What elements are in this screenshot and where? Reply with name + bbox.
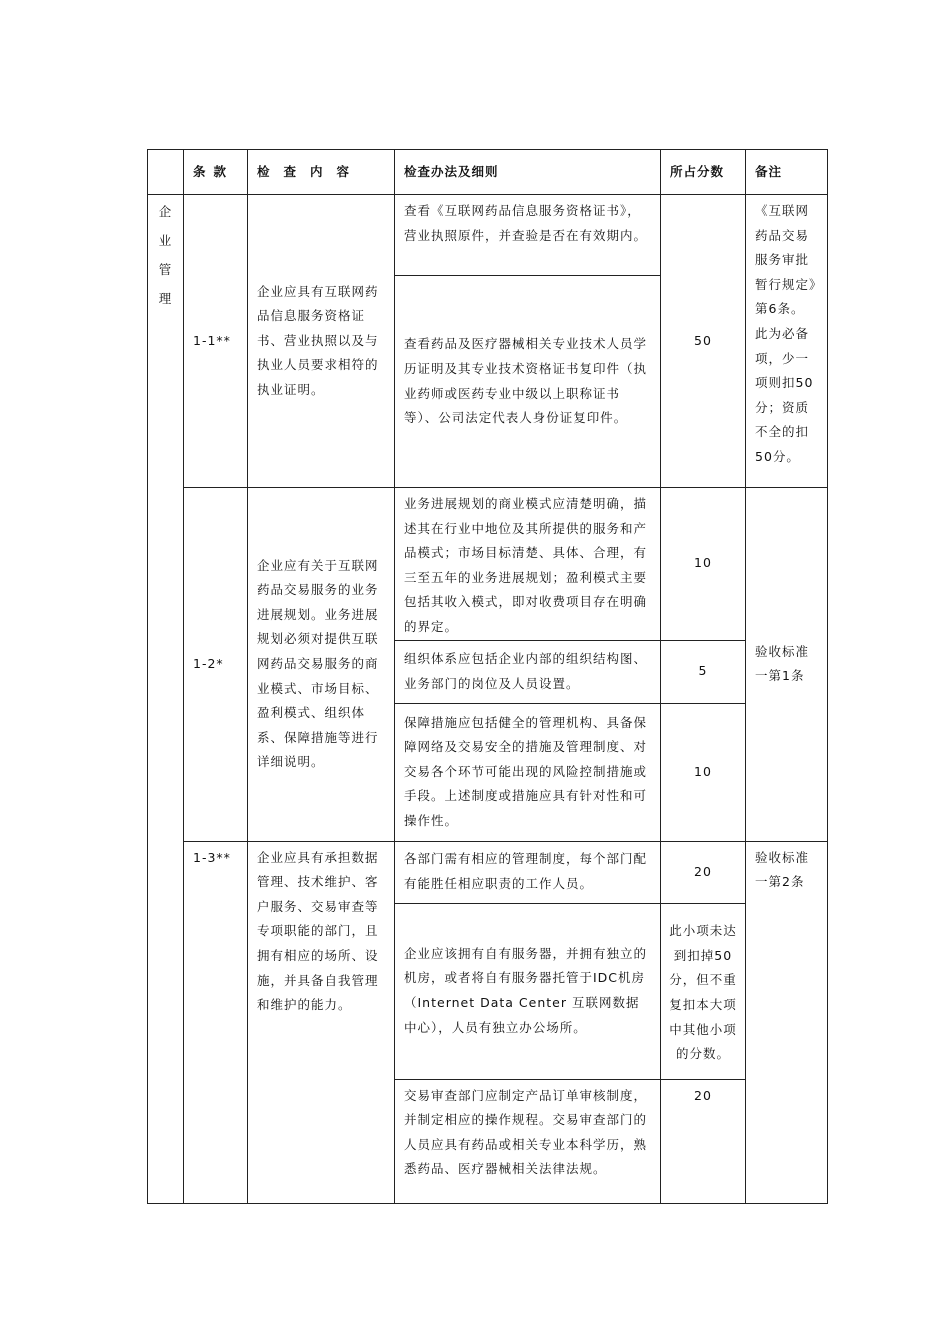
header-row (148, 150, 828, 195)
method-cell: 组织体系应包括企业内部的组织结构图、业务部门的岗位及人员设置。 (395, 640, 661, 703)
method-cell: 查看药品及医疗器械相关专业技术人员学历证明及其专业技术资格证书复印件（执业药师或医药专业中级以上职称证书等）、公司法定代表人身份证复印件。 (395, 276, 661, 488)
table-row (148, 488, 828, 641)
score-cell: 10 (661, 488, 746, 641)
method-cell: 业务进展规划的商业模式应清楚明确，描述其在行业中地位及其所提供的服务和产品模式；市场目标清楚、具体、合理，有三至五年的业务进展规划；盈利模式主要包括其收入模式，即对收费项目存在明确的界定。 (395, 488, 661, 641)
score-cell: 50 (661, 195, 746, 488)
score-cell: 10 (661, 703, 746, 841)
category-cell: 企 业 管 理 (148, 195, 184, 1204)
method-cell: 各部门需有相应的管理制度，每个部门配有能胜任相应职责的工作人员。 (395, 841, 661, 903)
method-cell: 企业应该拥有自有服务器，并拥有独立的机房，或者将自有服务器托管于IDC机房（Internet Data Center 互联网数据中心），人员有独立办公场所。 (395, 903, 661, 1079)
method-cell: 交易审查部门应制定产品订单审核制度，并制定相应的操作规程。交易审查部门的人员应具有药品或相关专业本科学历，熟悉药品、医疗器械相关法律法规。 (395, 1079, 661, 1203)
header-method: 检查办法及细则 (395, 150, 661, 195)
header-category (148, 150, 184, 195)
remark-cell: 验收标准一第2条 (746, 841, 828, 1203)
table-row (148, 195, 828, 276)
header-remark: 备注 (746, 150, 828, 195)
clause-number: 1-2* (184, 488, 248, 842)
header-score: 所占分数 (661, 150, 746, 195)
clause-number: 1-3** (184, 841, 248, 1203)
method-cell: 查看《互联网药品信息服务资格证书》，营业执照原件，并查验是否在有效期内。 (395, 195, 661, 276)
score-cell: 此小项未达到扣掉50分，但不重复扣本大项中其他小项的分数。 (661, 903, 746, 1079)
header-clause: 条款 (184, 150, 248, 195)
score-cell: 20 (661, 841, 746, 903)
table-row (148, 841, 828, 903)
remark-cell: 《互联网药品交易服务审批暂行规定》第6条。 此为必备项，少一项则扣50分；资质不全的扣50分。 (746, 195, 828, 488)
clause-number: 1-1** (184, 195, 248, 488)
score-cell: 5 (661, 640, 746, 703)
header-content: 检查内容 (248, 150, 395, 195)
inspection-table (147, 149, 828, 1204)
clause-content: 企业应具有互联网药品信息服务资格证书、营业执照以及与执业人员要求相符的执业证明。 (248, 195, 395, 488)
method-cell: 保障措施应包括健全的管理机构、具备保障网络及交易安全的措施及管理制度、对交易各个环节可能出现的风险控制措施或手段。上述制度或措施应具有针对性和可操作性。 (395, 703, 661, 841)
score-cell: 20 (661, 1079, 746, 1203)
clause-content: 企业应有关于互联网药品交易服务的业务进展规划。业务进展规划必须对提供互联网药品交易服务的商业模式、市场目标、盈利模式、组织体系、保障措施等进行详细说明。 (248, 488, 395, 842)
remark-cell: 验收标准一第1条 (746, 488, 828, 842)
clause-content: 企业应具有承担数据管理、技术维护、客户服务、交易审查等专项职能的部门，且拥有相应的场所、设施，并具备自我管理和维护的能力。 (248, 841, 395, 1203)
